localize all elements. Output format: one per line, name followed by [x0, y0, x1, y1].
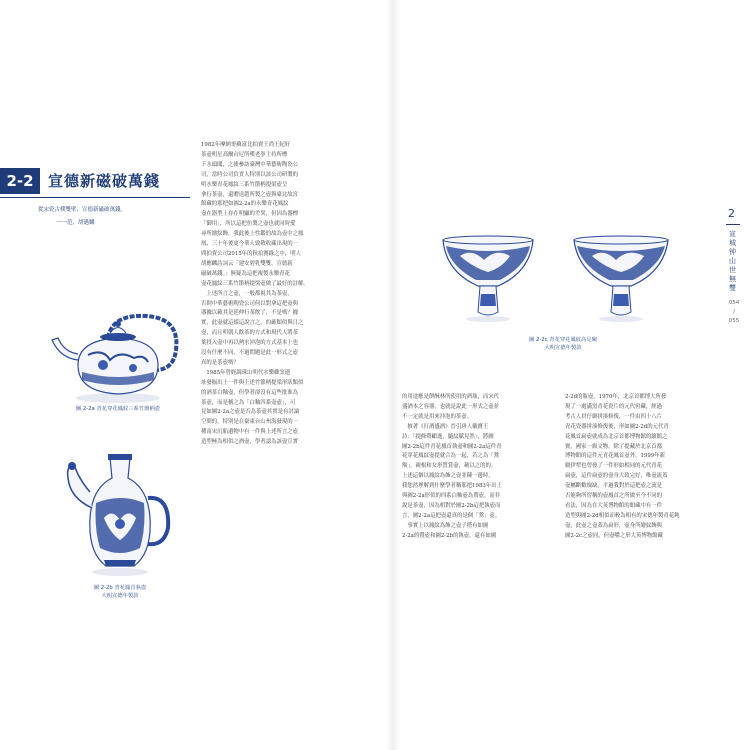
- folio-slash: /: [733, 309, 735, 315]
- folio-top: 054: [728, 300, 740, 306]
- chapter-number: 2: [728, 207, 735, 220]
- body-text-column-2: 的用途應是餅酥林所使用的酒瓶，而宋代 盛酒本之容器，也就是說此一形式之壺並 不一定就是用來沖泡的茶壺。 披著《打酒盛酒》晉引唐人戴寶王 詩：「提條鶯顧逸，隨紋賦見然」，將圖 圖2-2b這件青花鳳首執壺和圖2-2a這件青 花穿花鳳紋壺提就合為一起，若之為「鶯 額」，親根和女形質賞壺，載以之的的。 上述這個以鳳紋為飾之壺並陳一邊時， 我您然理解到什麼學者稱那把1983年出土 與圖2-2a形似的四系白釉壺為鶯壺，而非 說是茶壺，因為相對於圖2-2b這把執壺而 言，圖2-2a這把壺還真的是個「鶯」壺。 事實上以鳳紋為飾之壺子搭有如圖 2-2a的鶯壺和圖2-2b的執壺，還有如圖: [402, 394, 502, 539]
- chapter-rule: [726, 224, 740, 225]
- ewer-figure: [60, 448, 180, 578]
- teapot-caption: 圖 2-2a 青花穿花鳳紋三系竹節柄壺: [75, 406, 161, 412]
- section-subtitle: 從宋瓷古樸雙壁、宣德新磁破萬錢。: [38, 207, 127, 213]
- folio-bottom: 055: [728, 318, 740, 324]
- stemcup-right: [574, 236, 668, 322]
- title-underline: [0, 197, 190, 198]
- stemcup-caption-line-2: 大明宣德年製款: [544, 345, 582, 351]
- ewer-caption-line-2: 大明宣德年製款: [101, 593, 139, 599]
- body-text-column-1: 1982年摩納哥蘇富比拍賣王尚王紀好 茶壺明星高爾台尼所嘆老拳主持所標 下水頭聞，之後參訪臺灣中華藝術陶瓷公 司，當時公司負責人特別以該公司研製的 明水樂青花鳳紋三系竹節柄提梁壺呈 拿行茶壺，還贈送趙所製之壺與臺北故宮 館藏的那把如圖2-2a的永樂青花鳳紋 壺在器型上存在明顯的差異，但因為器標 「御用」，所以這把仿製之壺也就同時愛 尋所繪紋飾，我此後上性鑑的故為壺中之鳳 凰，三十年後更今華人致敬收藏出現的一 間拍賣公司2015年的秋拍賽錄之中，明人 胡應麟詩詞云「建安碧乳雙雙，宣德新 磁破萬錢。」無疑為這把複製永樂青花 壺花鳳紋三系竹節柄提梁壺做了最好的註解。 上述所言之壺，一般都視其為茶壺， 否則中華藝術陶瓷公司何以對拿這把壺與 器據以載其是延伸行茶飲了，不是嗎？據 實，此壺就這樣這說言之，的確類似與日之 壺，而且明朝人飲茶的方式和現代人將茶 葉投入壺中再以熱水沖泡的方式基本上也 沒有什麼不同，不過問題是此一形式之壺 真的是茶壺嗎？ 1985年曾經調珠山明代水樂御窯遺 址發掘出土一件與上述竹節柄提梁形狀類似 的酒茶白釉壺，但學者卻沒有這些批准為 茶壺，而是稱之為「白釉四系壺壺」，可 見如圖2-2a之壺是否為茶壺其實是有討論 空間的，特別是在臺東台山州海發現的一 種南宋沉船遺物中有一件與上述所言之壺 造型極為相似之酒壺，學者認為該壺宣實: [201, 142, 309, 446]
- running-header: 宣城钟山世無雙: [729, 230, 736, 292]
- stemcup-left: [443, 236, 533, 322]
- ewer-caption-line-1: 圖 2-2b 青花鳳首執壺: [93, 585, 147, 591]
- page-gutter: [386, 0, 400, 750]
- section-title: 宣德新磁破萬錢: [48, 172, 161, 190]
- stemcup-figure: [438, 232, 688, 324]
- body-text-column-3: 2-2d的瓶壺，1970年，北京首都博大所發 現了一處滿窯青花瓷片的元代窖藏，經過 考古人員仔細拼湊修復，一件由四十八片 青花瓷器拼湊修復後，形如圖2-2d的元代青 花鳳首扁壺就成為北京首都博物館的鎮館之 寶，國家一級文物。除了提藏於北京首都 博物館的這件元青花鳳首壺外，1999年新 疆伊犁也曾發了一件形如相同的元代青花 扁壺，這件扁壺的壺身大致完好，唯壺流蓋 壺屬斷數塊缺，平過我對於這把壺之流是 否能夠所習稱的壺鳳首之所做至今不同的 看法，因為在大英博物館的館藏中有一件 造型與圖2-2d相似而較為相有的宋德年製青花鈍 壺，此壺之壺蓋為扁形，壺身所繪紋飾與 圖2-2c之壺同，但壺嘴之形大英博物館藏: [565, 394, 680, 539]
- stemcup-caption-line-1: 圖 2-2c 青花穿花鳳紋高足碗: [529, 337, 597, 343]
- section-number: 2-2: [0, 168, 40, 194]
- section-byline: 一一范，胡邁麟: [56, 220, 95, 226]
- teapot-figure: [48, 310, 188, 405]
